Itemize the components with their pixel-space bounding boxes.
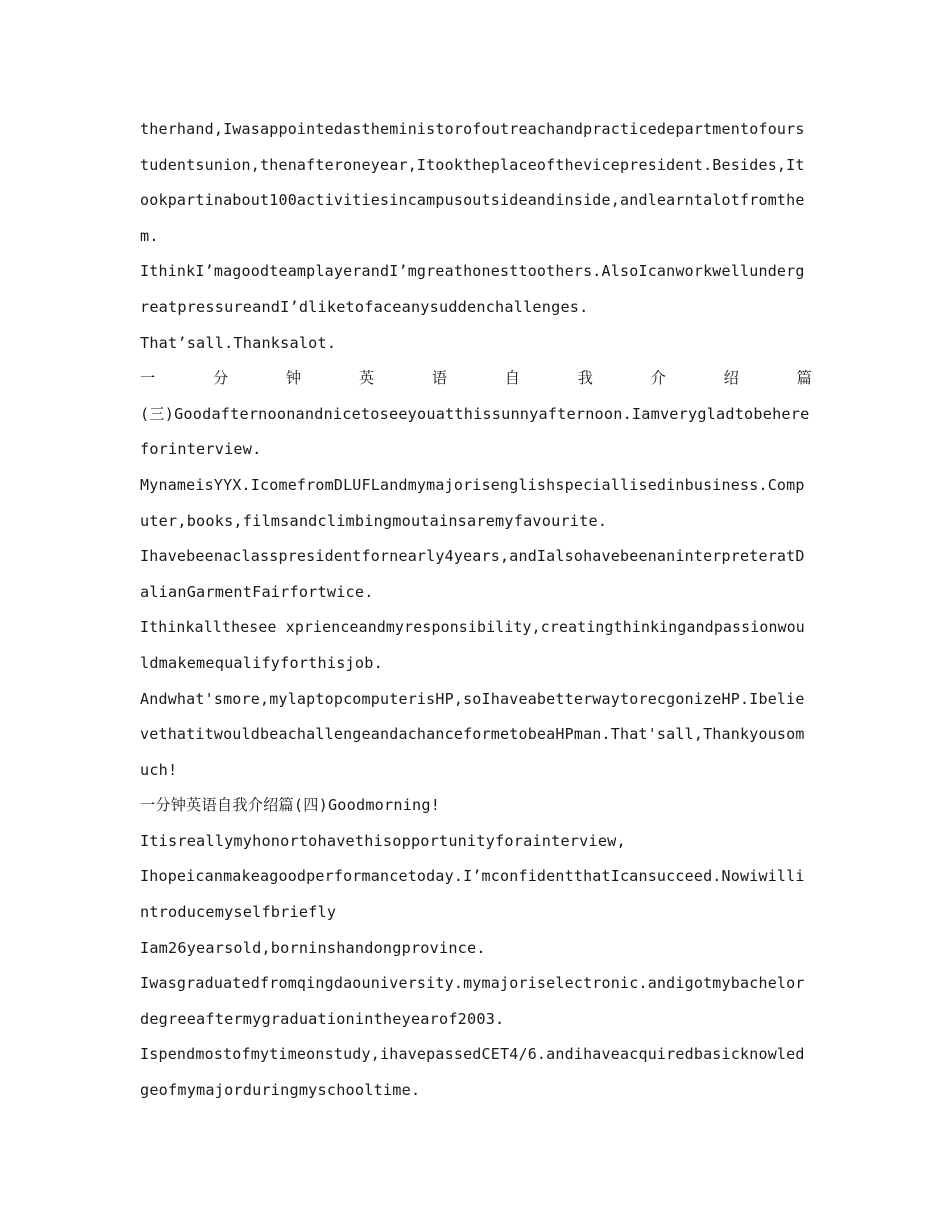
text-line: ldmakemequalifyforthisjob. <box>140 653 383 672</box>
text-line: uch! <box>140 760 178 779</box>
heading-char: 钟 <box>285 369 302 388</box>
text-line: Ihopeicanmakeagoodperformancetoday.I’mconfidentthatIcansucceed.Nowiwilli <box>140 867 805 886</box>
text-line: Ihavebeenaclasspresidentfornearly4years,andIalsohavebeenaninterpreteratD <box>140 547 805 566</box>
text-line: ookpartinabout100activitiesincampusoutsideandinside,andlearntalotfromthe <box>140 191 805 210</box>
text-line: geofmymajorduringmyschooltime. <box>140 1081 421 1100</box>
heading-char: 介 <box>650 369 667 388</box>
text-line: uter,books,filmsandclimbingmoutainsaremyfavourite. <box>140 511 608 530</box>
text-line: That’sall.Thanksalot. <box>140 333 337 352</box>
text-line: Iam26yearsold,borninshandongprovince. <box>140 938 486 957</box>
text-line: IthinkI’magoodteamplayerandI’mgreathonesttoothers.AlsoIcanworkwellunderg <box>140 262 805 281</box>
text-line: degreeaftermygraduationintheyearof2003. <box>140 1009 505 1028</box>
text-line: tudentsunion,thenafteroneyear,Itooktheplaceofthevicepresident.Besides,It <box>140 155 805 174</box>
text-line: m. <box>140 226 159 245</box>
text-line: alianGarmentFairfortwice. <box>140 582 374 601</box>
text-line: Ispendmostofmytimeonstudy,ihavepassedCET4/6.andihaveacquiredbasicknowled <box>140 1045 805 1064</box>
section-heading-three <box>140 361 812 397</box>
text-line: (三)Goodafternoonandnicetoseeyouatthissunnyafternoon.Iamverygladtobehere <box>140 404 810 423</box>
text-line: vethatitwouldbeachallengeandachanceformetobeaHPman.That'sall,Thankyousom <box>140 725 805 744</box>
text-line: Ithinkallthesee xprienceandmyresponsibility,creatingthinkingandpassionwou <box>140 619 805 637</box>
text-line: MynameisYYX.IcomefromDLUFLandmymajorisenglishspeciallisedinbusiness.Comp <box>140 475 805 494</box>
heading-char: 自 <box>504 369 521 388</box>
heading-char: 分 <box>212 369 229 388</box>
heading-char: 绍 <box>723 369 740 388</box>
text-line: Iwasgraduatedfromqingdaouniversity.mymajoriselectronic.andigotmybachelor <box>140 974 805 993</box>
section-heading-four: 一分钟英语自我介绍篇(四)Goodmorning! <box>140 796 441 815</box>
heading-char: 我 <box>577 369 594 388</box>
text-line: reatpressureandI’dliketofaceanysuddenchallenges. <box>140 297 589 316</box>
document-page <box>140 112 812 1109</box>
heading-char: 一 <box>140 369 156 388</box>
heading-char: 篇 <box>796 369 812 388</box>
text-line: Itisreallymyhonortohavethisopportunityforainterview, <box>140 831 626 850</box>
heading-char: 语 <box>431 369 448 388</box>
text-line: Andwhat'smore,mylaptopcomputerisHP,soIhaveabetterwaytorecgonizeHP.Ibelie <box>140 689 805 708</box>
text-line: forinterview. <box>140 440 262 459</box>
text-line: therhand,Iwasappointedastheministorofoutreachandpracticedepartmentofours <box>140 120 805 138</box>
heading-char: 英 <box>358 369 375 388</box>
text-line: ntroducemyselfbriefly <box>140 903 337 922</box>
